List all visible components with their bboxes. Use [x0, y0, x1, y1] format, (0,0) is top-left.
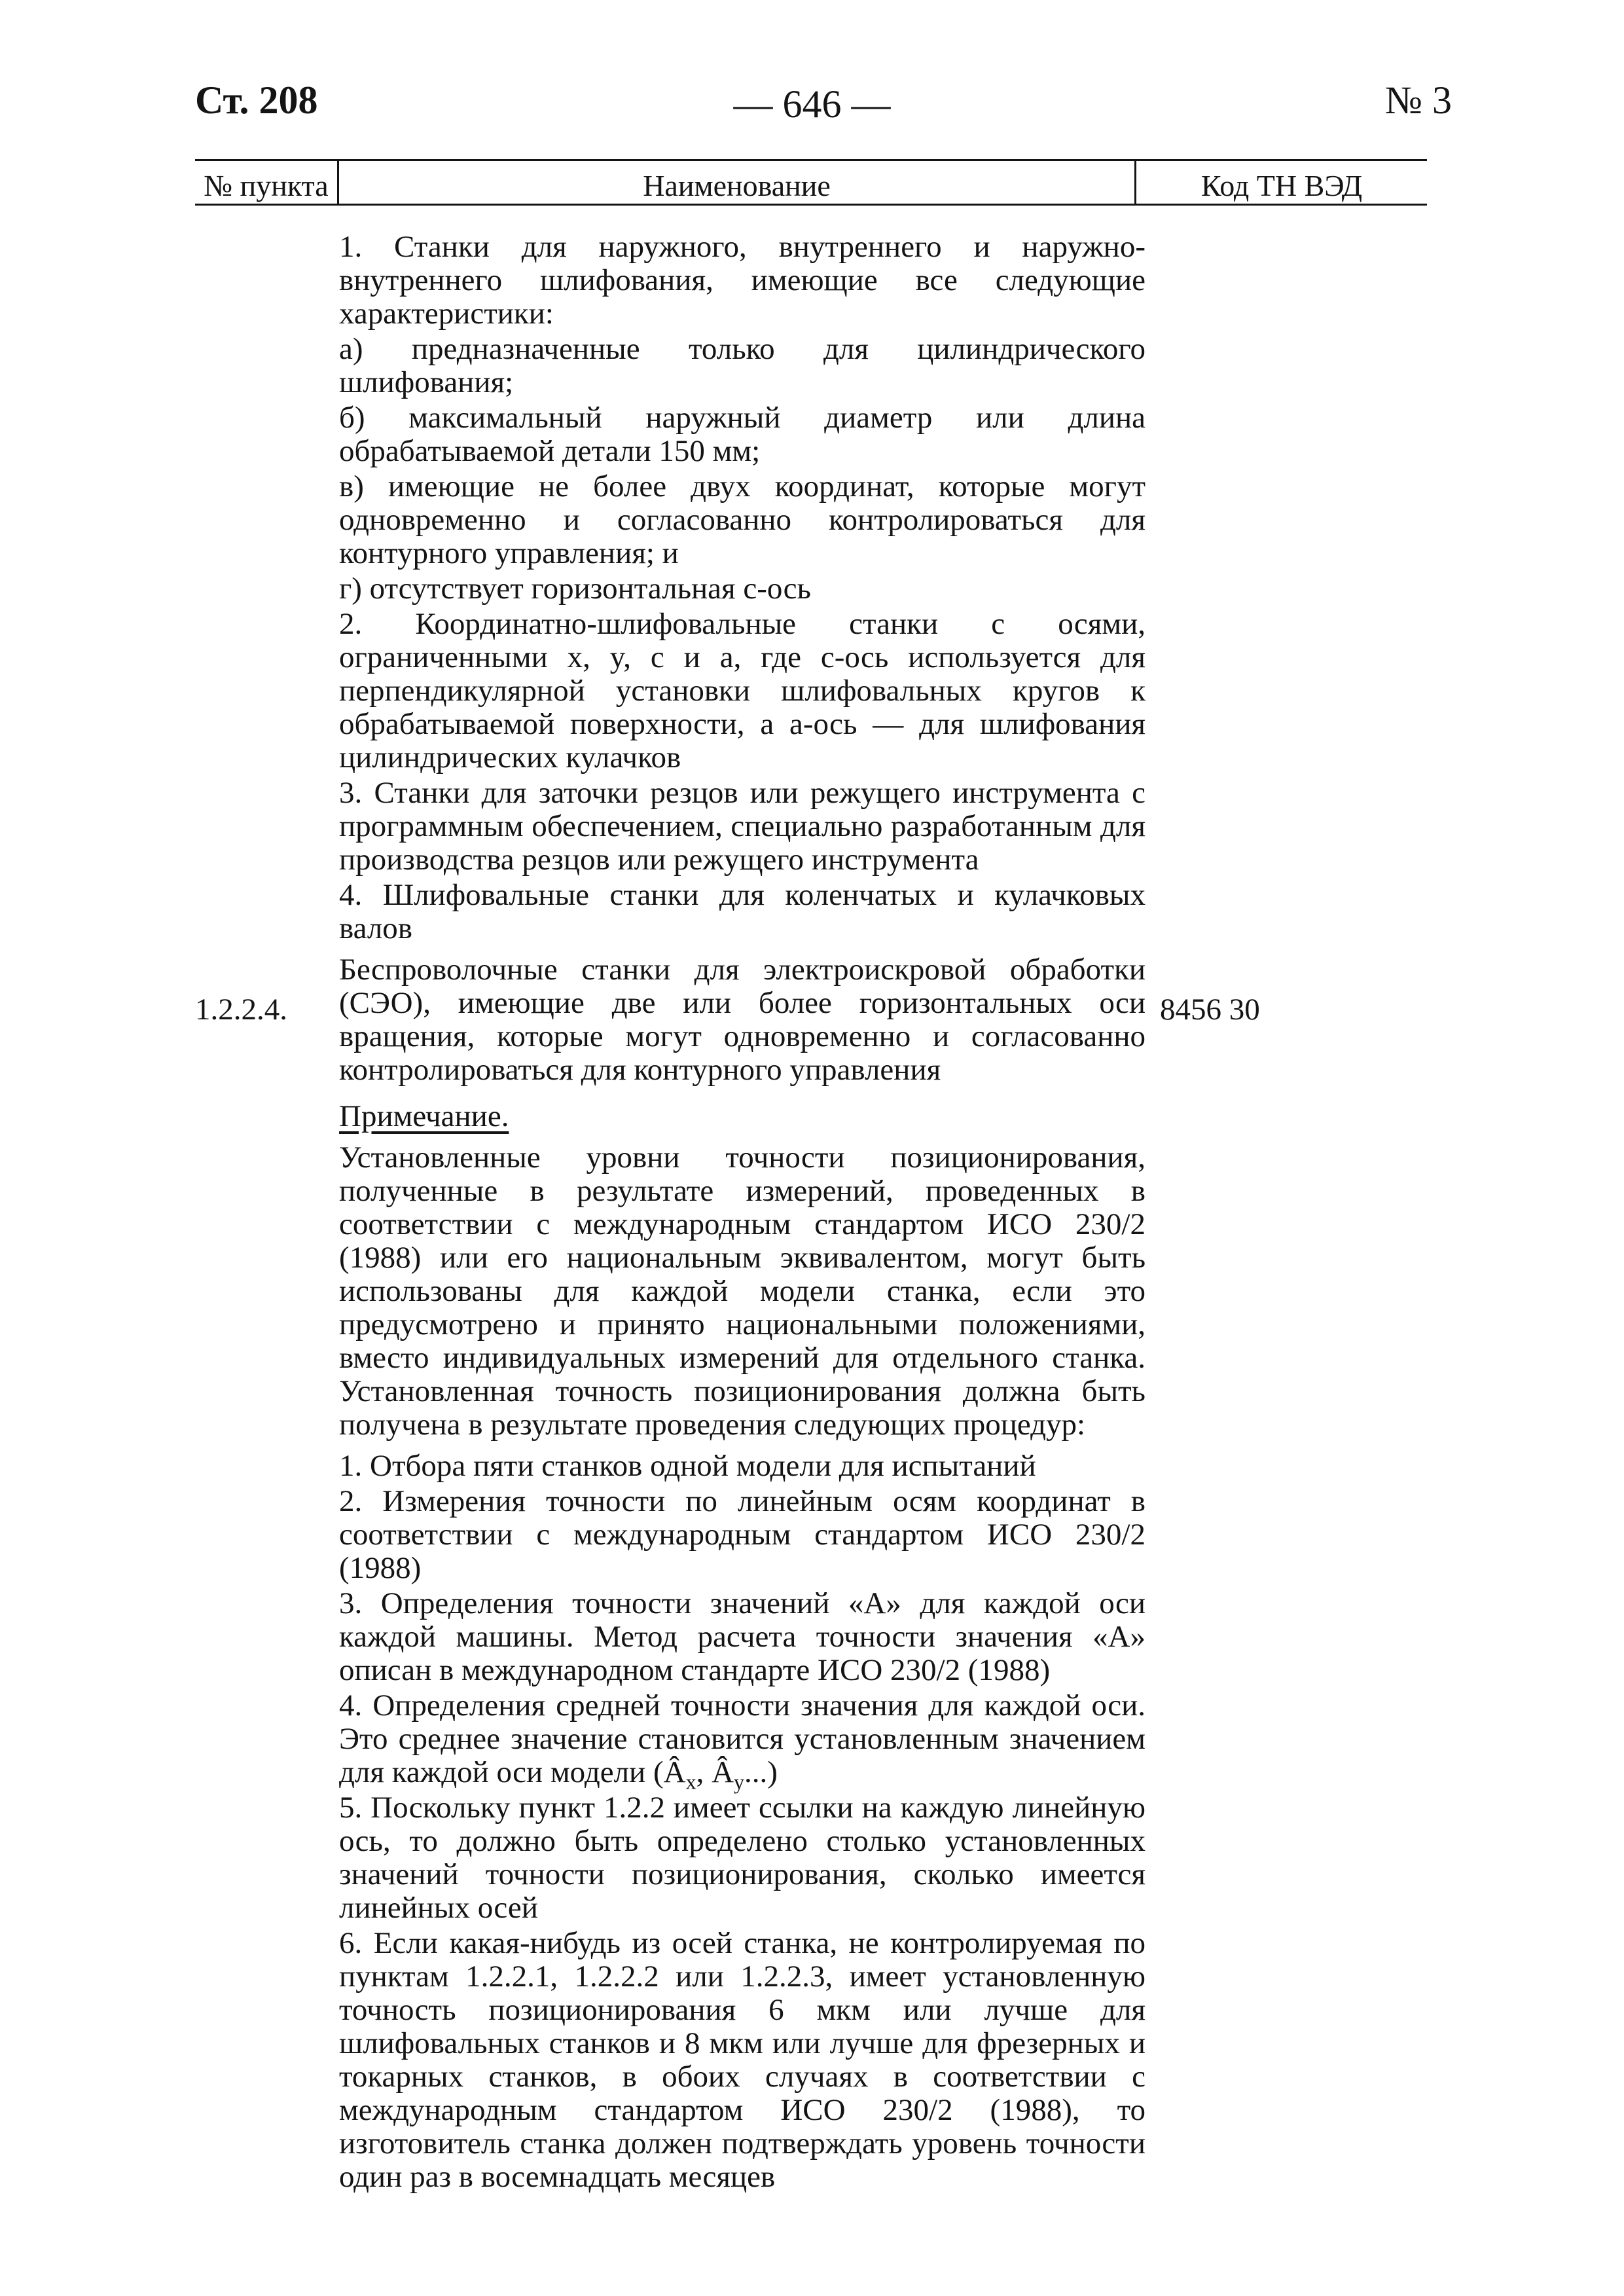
article-number: Ст. 208 — [195, 79, 318, 122]
column-header-code: Код ТН ВЭД — [1200, 169, 1363, 202]
intro-item: г) отсутствует горизонтальная c-ось — [339, 572, 811, 606]
intro-item: 1. Станки для наружного, внутреннего и наружно-внутреннего шлифования, имеющие все следующие характеристики: — [339, 230, 1146, 331]
note-title: Примечание. — [339, 1099, 509, 1133]
note-step-4-text: 4. Определения средней точности значения для каждой оси. Это среднее значение становится установленным значением для каждой оси модели ( — [339, 1688, 1146, 1789]
note-step: 2. Измерения точности по линейным осям координат в соответствии с международным стандартом ИСО 230/2 (1988) — [339, 1484, 1146, 1585]
note-step: 5. Поскольку пункт 1.2.2 имеет ссылки на каждую линейную ось, то должно быть определено столько установленных значений точности позиционирования, сколько имеется линейных осей — [339, 1791, 1146, 1925]
intro-item: 3. Станки для заточки резцов или режущего инструмента с программным обеспечением, специально разработанным для производства резцов или режущего инструмента — [339, 776, 1146, 877]
note-step: 3. Определения точности значений «А» для каждой оси каждой машины. Метод расчета точности значения «А» описан в международном стандарте ИСО 230/2 (1988) — [339, 1586, 1146, 1687]
page-number: — 646 — — [733, 82, 891, 126]
intro-item: а) предназначенные только для цилиндрического шлифования; — [339, 332, 1146, 399]
symbol-separator: , — [696, 1755, 712, 1789]
issue-number: № 3 — [1384, 79, 1452, 122]
subscript-x: x — [685, 1770, 696, 1794]
table-top-rule — [195, 159, 1427, 161]
entry-description: Беспроволочные станки для электроискровой обработки (СЭО), имеющие две или более горизонтальных оси вращения, которые могут одновременно и согласованно контролироваться для контурного управления — [339, 953, 1146, 1087]
note-step: 6. Если какая-нибудь из осей станка, не контролируемая по пунктам 1.2.2.1, 1.2.2.2 или 1.2.2.3, имеет установленную точность позиционирования 6 мкм или лучше для шлифовальных станков и 8 мкм или лучше для фрезерных и токарных станков, в обоих случаях в соответствии с международным стандартом ИСО 230/2 (1988), то изготовитель станка должен подтверждать уровень точности один раз в восемнадцать месяцев — [339, 1926, 1146, 2194]
note-step — [339, 1688, 1146, 1794]
subscript-y: y — [734, 1770, 745, 1794]
column-header-name: Наименование — [643, 169, 831, 202]
a-hat-symbol: Â — [712, 1755, 734, 1789]
note-paragraph: Установленные уровни точности позиционирования, полученные в результате измерений, проведенных в соответствии с международным стандартом ИСО 230/2 (1988) или его национальным эквивалентом, могут быть использованы для каждой модели станка, если это предусмотрено и принято национальными положениями, вместо индивидуальных измерений для отдельного станка. Установленная точность позиционирования должна быть получена в результате проведения следующих процедур: — [339, 1140, 1146, 1442]
name-column — [339, 230, 1146, 2196]
entry-number: 1.2.2.4. — [195, 993, 287, 1027]
note-step: 1. Отбора пяти станков одной модели для испытаний — [339, 1449, 1036, 1483]
intro-item: 2. Координатно-шлифовальные станки с осями, ограниченными x, y, c и a, где c-ось используется для перпендикулярной установки шлифовальных кругов к обрабатываемой поверхности, а a-ось — для шлифования цилиндрических кулачков — [339, 607, 1146, 774]
intro-item: 4. Шлифовальные станки для коленчатых и кулачковых валов — [339, 878, 1146, 945]
note-step-4-end: ...) — [744, 1755, 778, 1789]
a-hat-symbol: Â — [663, 1755, 686, 1789]
column-header-number: № пункта — [204, 169, 329, 202]
entry-code: 8456 30 — [1160, 993, 1260, 1027]
intro-item: в) имеющие не более двух координат, которые могут одновременно и согласованно контролироваться для контурного управления; и — [339, 469, 1146, 570]
intro-item: б) максимальный наружный диаметр или длина обрабатываемой детали 150 мм; — [339, 401, 1146, 468]
